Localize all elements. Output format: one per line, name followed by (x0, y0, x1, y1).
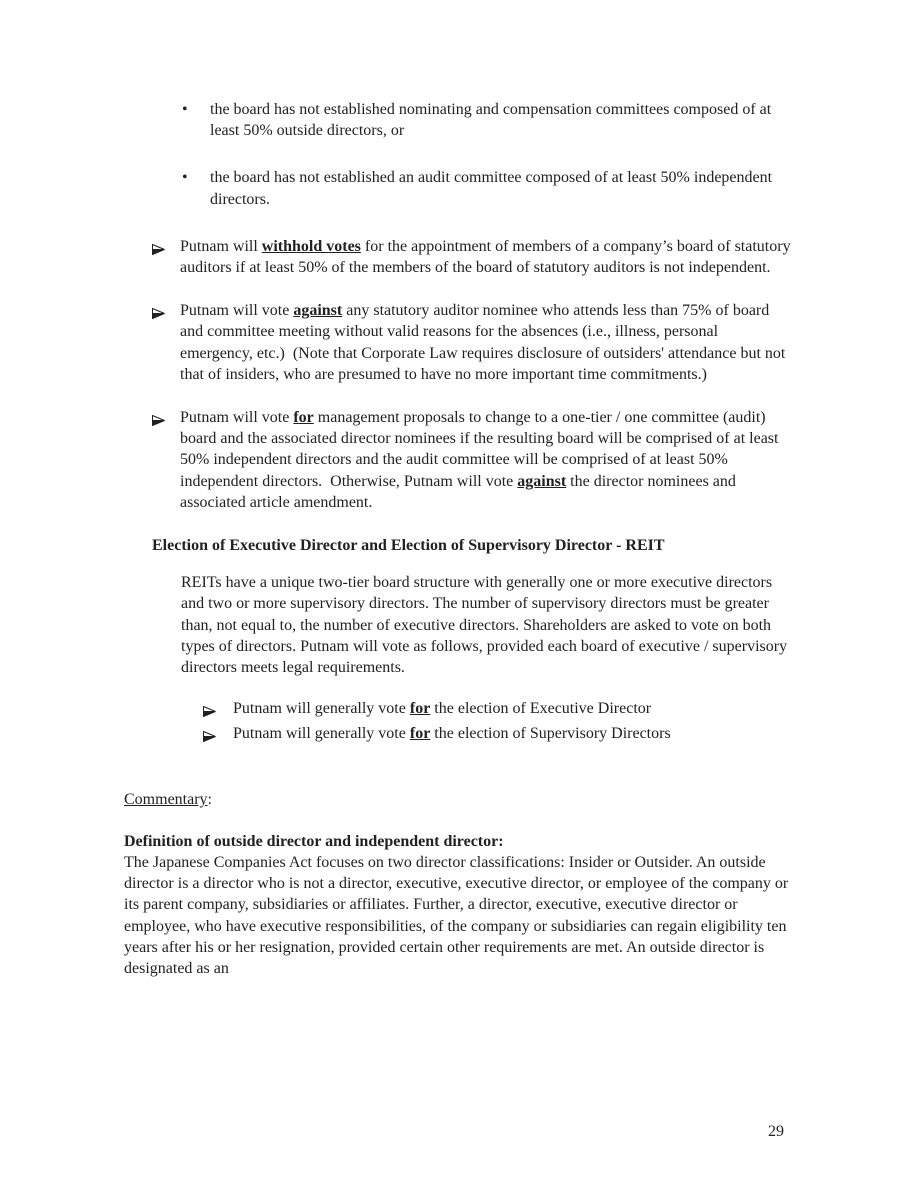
list-item-text: Putnam will vote for management proposals to change to a one-tier / one committee (audit) board and the associated director nominees if the resulting board will be comprised of at least 50% independent directors and the audit committee will be comprised of at least 50% independent directors. Otherwise, Putnam will vote against the director nominees and associated article amendment. (180, 409, 783, 511)
page-number: 29 (768, 1123, 784, 1140)
disc-bullet-icon: • (182, 101, 188, 118)
commentary-colon: : (207, 790, 212, 808)
arrowhead-bullet-icon (152, 236, 180, 278)
commentary-label-text: Commentary (124, 790, 208, 808)
list-item-text: Putnam will withhold votes for the appointment of members of a company’s board of statutory auditors if at least 50% of the members of the board of statutory auditors is not independent. (180, 237, 795, 277)
arrowhead-bullet-icon (203, 723, 233, 748)
list-item-text: Putnam will generally vote for the election of Executive Director (233, 700, 652, 718)
disc-bullet-list (182, 99, 794, 210)
arrowhead-bullet-icon (152, 407, 180, 513)
arrowhead-bullet-icon (203, 698, 233, 723)
list-item (203, 723, 794, 748)
nested-arrow-list (124, 698, 794, 748)
list-item (152, 407, 794, 513)
section-heading: Election of Executive Director and Election of Supervisory Director - REIT (152, 537, 665, 555)
list-item-text: the board has not established an audit committee composed of at least 50% independent directors. (210, 169, 777, 208)
list-item (152, 300, 794, 385)
list-item (152, 236, 794, 278)
list-item-text: Putnam will vote against any statutory auditor nominee who attends less than 75% of board and committee meeting without valid reasons for the absences (i.e., illness, personal emergency, etc.) (Note that Corporate Law requires disclosure of outsiders' attendance but not that of insiders, who are presumed to have no more important time commitments.) (180, 302, 790, 383)
disc-bullet-icon: • (182, 169, 188, 187)
commentary-label (124, 789, 794, 810)
list-item (203, 698, 794, 723)
body-paragraph: The Japanese Companies Act focuses on two director classifications: Insider or Outsider. An outside director is a director who is not a director, executive, executive director, or employee of the company or its parent company, subsidiaries or affiliates. Further, a director, executive, executive director or employee, who have executive responsibilities, of the company or subsidiaries can regain eligibility ten years after his or her resignation, provided certain other requirements are met. An outside director is designated as an (124, 854, 793, 978)
body-paragraph: REITs have a unique two-tier board structure with generally one or more executive directors and two or more supervisory directors. The number of supervisory directors must be greater than, not equal to, the number of executive directors. Shareholders are asked to vote on both types of directors. Putnam will vote as follows, provided each board of executive / supervisory directors meets legal requirements. (181, 574, 792, 677)
list-item (182, 99, 794, 141)
arrowhead-bullet-icon (152, 300, 180, 385)
definition-heading: Definition of outside director and independent director: (124, 832, 504, 850)
list-item-text: the board has not established nominating and compensation committees composed of at least 50% outside directors, or (210, 101, 776, 140)
list-item (182, 167, 794, 209)
list-item-text: Putnam will generally vote for the election of Supervisory Directors (233, 725, 671, 743)
